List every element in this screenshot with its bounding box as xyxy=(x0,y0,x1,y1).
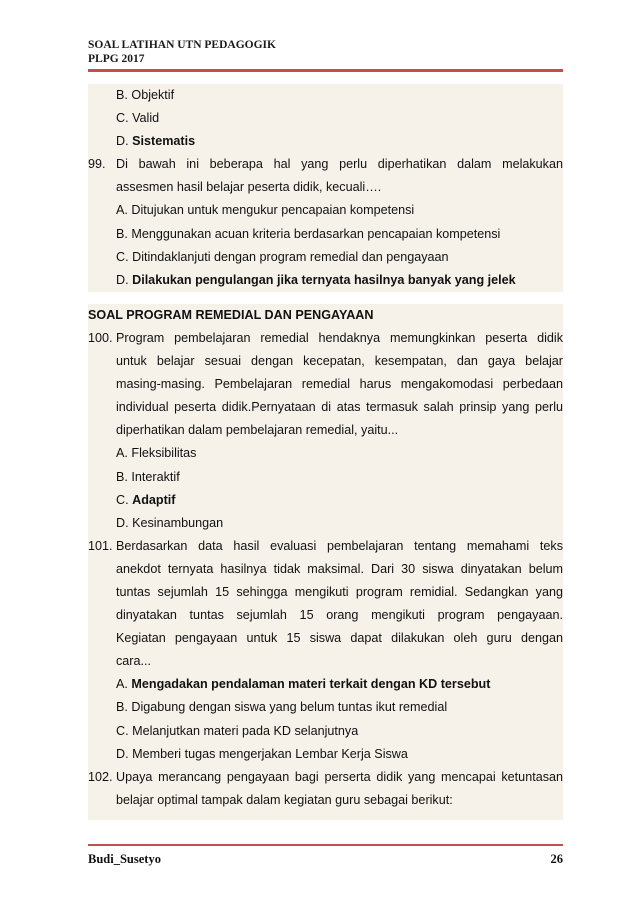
question-100 xyxy=(88,327,563,350)
remedial-section xyxy=(88,304,563,820)
question-line: diperhatikan dalam pembelajaran remedial, yaitu... xyxy=(116,423,399,438)
footer-author: Budi_Susetyo xyxy=(88,852,161,866)
header-subtitle: PLPG 2017 xyxy=(88,53,145,65)
option-a-prefix: A. xyxy=(116,677,132,692)
option-a xyxy=(88,673,563,696)
header-title: SOAL LATIHAN UTN PEDAGOGIK xyxy=(88,39,276,51)
answer-text: Mengadakan pendalaman materi terkait dengan KD tersebut xyxy=(131,677,491,692)
question-line: belajar optimal tampak dalam kegiatan guru sebagai berikut: xyxy=(116,792,453,807)
answer-text: Adaptif xyxy=(132,492,176,507)
option-d: D. Memberi tugas mengerjakan Lembar Kerja Siswa xyxy=(116,746,408,761)
option-c-prefix: C. xyxy=(116,492,133,507)
question-number: 99. xyxy=(88,157,106,172)
answer-text: Sistematis xyxy=(132,134,196,149)
question-number: 102. xyxy=(88,769,113,784)
option-c: C. Valid xyxy=(116,111,160,126)
option-d xyxy=(88,130,563,153)
option-a: A. Fleksibilitas xyxy=(116,446,197,461)
page-header xyxy=(88,38,276,66)
question-line: cara... xyxy=(116,654,151,669)
question-line: tuntas sejumlah 15 sehingga mengikuti program remidial. Sedangkan yang xyxy=(116,584,563,599)
question-line: Program pembelajaran remedial hendaknya memungkinkan peserta didik xyxy=(116,330,563,345)
option-a: A. Ditujukan untuk mengukur pencapaian kompetensi xyxy=(116,203,415,218)
question-line: untuk belajar sesuai dengan kecepatan, kesempatan, dan gaya belajar xyxy=(116,354,563,369)
header-rule xyxy=(88,69,563,72)
question-line: anekdot ternyata hasilnya tidak maksimal. Dari 30 siswa dinyatakan belum xyxy=(116,561,563,576)
question-98-block xyxy=(88,84,563,292)
option-d-prefix: D. xyxy=(116,272,133,287)
question-number: 100. xyxy=(88,330,113,345)
option-d xyxy=(88,269,563,292)
option-c xyxy=(88,489,563,512)
answer-text: Dilakukan pengulangan jika ternyata hasilnya banyak yang jelek xyxy=(132,272,516,287)
option-b: B. Objektif xyxy=(116,88,175,102)
option-b: B. Digabung dengan siswa yang belum tuntas ikut remedial xyxy=(116,700,448,715)
document-body xyxy=(88,84,563,820)
question-99 xyxy=(88,153,563,176)
option-c: C. Melanjutkan materi pada KD selanjutnya xyxy=(116,723,359,738)
option-b: B. Menggunakan acuan kriteria berdasarkan pencapaian kompetensi xyxy=(116,226,501,241)
question-line: Kegiatan pengayaan untuk 15 siswa dapat dilakukan oleh guru dengan xyxy=(116,631,563,646)
question-102 xyxy=(88,766,563,789)
option-d-prefix: D. xyxy=(116,134,133,149)
section-title: SOAL PROGRAM REMEDIAL DAN PENGAYAAN xyxy=(88,307,374,322)
footer-rule xyxy=(88,844,563,846)
question-number: 101. xyxy=(88,538,113,553)
option-c: C. Ditindaklanjuti dengan program remedial dan pengayaan xyxy=(116,249,449,264)
question-line: individual peserta didik.Pernyataan di atas termasuk salah prinsip yang perlu xyxy=(116,400,563,415)
question-line: Upaya merancang pengayaan bagi perserta didik yang mencapai ketuntasan xyxy=(116,769,563,784)
question-101 xyxy=(88,535,563,558)
question-line: dinyatakan tuntas sejumlah 15 orang mengikuti program pengayaan. xyxy=(116,608,563,623)
question-line: Berdasarkan data hasil evaluasi pembelajaran tentang memahami teks xyxy=(116,538,563,553)
option-b: B. Interaktif xyxy=(116,469,180,484)
question-line: masing-masing. Pembelajaran remedial harus mengakomodasi perbedaan xyxy=(116,377,563,392)
option-d: D. Kesinambungan xyxy=(116,515,224,530)
question-line: assesmen hasil belajar peserta didik, kecuali…. xyxy=(116,180,382,195)
question-line: Di bawah ini beberapa hal yang perlu diperhatikan dalam melakukan xyxy=(116,157,563,172)
page-number: 26 xyxy=(550,852,563,866)
